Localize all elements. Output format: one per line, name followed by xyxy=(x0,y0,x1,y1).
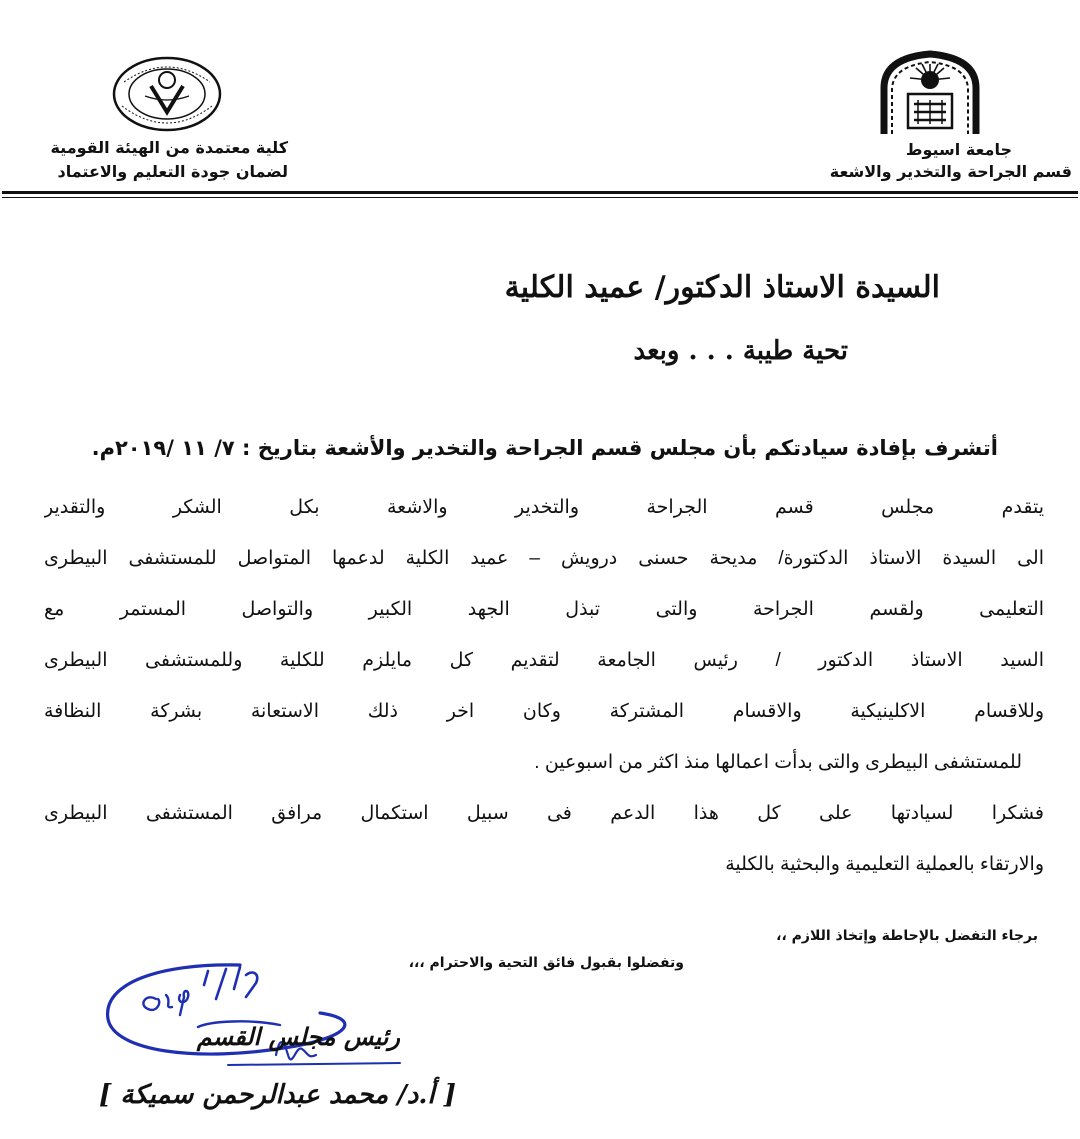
addressee: السيدة الاستاذ الدكتور/ عميد الكلية xyxy=(504,270,940,305)
accreditation-line-2: لضمان جودة التعليم والاعتماد xyxy=(57,162,288,181)
header-rule-thick xyxy=(2,191,1078,194)
signatory-title: رئيس مجلس القسم xyxy=(196,1022,400,1051)
body-line-2: الى السيدة الاستاذ الدكتورة/ مديحة حسنى درويش – عميد الكلية لدعمها المتواصل للمستشفى البيطرى xyxy=(44,548,1044,569)
handwritten-signature xyxy=(100,955,420,1085)
body-line-7: فشكرا لسيادتها على كل هذا الدعم فى سبيل استكمال مرافق المستشفى البيطرى xyxy=(44,803,1044,824)
body-line-6: للمستشفى البيطرى والتى بدأت اعمالها منذ اكثر من اسبوعين . xyxy=(534,752,1022,773)
body-line-8: والارتقاء بالعملية التعليمية والبحثية بالكلية xyxy=(725,854,1044,875)
university-block xyxy=(802,50,1072,190)
department-name: قسم الجراحة والتخدير والاشعة xyxy=(829,162,1072,181)
body-line-4: السيد الاستاذ الدكتور / رئيس الجامعة لتقديم كل مايلزم للكلية وللمستشفى البيطرى xyxy=(44,650,1044,671)
closing-line-1: برجاء التفضل بالإحاطة وإتخاذ اللازم ،، xyxy=(776,928,1038,944)
closing-line-2: وتفضلوا بقبول فائق التحية والاحترام ،،، xyxy=(408,955,684,971)
greeting: تحية طيبة . . . وبعد xyxy=(633,336,848,366)
body-line-1: يتقدم مجلس قسم الجراحة والتخدير والاشعة بكل الشكر والتقدير xyxy=(44,497,1044,518)
university-logo-icon xyxy=(878,50,982,136)
university-name: جامعة اسيوط xyxy=(905,140,1012,159)
body-line-3: التعليمى ولقسم الجراحة والتى تبذل الجهد الكبير والتواصل المستمر مع xyxy=(44,599,1044,620)
letter-intro: أتشرف بإفادة سيادتكم بأن مجلس قسم الجراحة والتخدير والأشعة بتاريخ : ٧/ ١١ /٢٠١٩م. xyxy=(91,436,998,460)
header-rule-thin xyxy=(2,197,1078,198)
signatory-name: [ أ.د/ محمد عبدالرحمن سميكة ] xyxy=(99,1080,456,1110)
accreditation-line-1: كلية معتمدة من الهيئة القومية xyxy=(50,138,288,157)
body-line-5: وللاقسام الاكلينيكية والاقسام المشتركة وكان اخر ذلك الاستعانة بشركة النظافة xyxy=(44,701,1044,722)
faculty-seal-icon xyxy=(110,54,224,134)
faculty-block xyxy=(4,50,304,190)
